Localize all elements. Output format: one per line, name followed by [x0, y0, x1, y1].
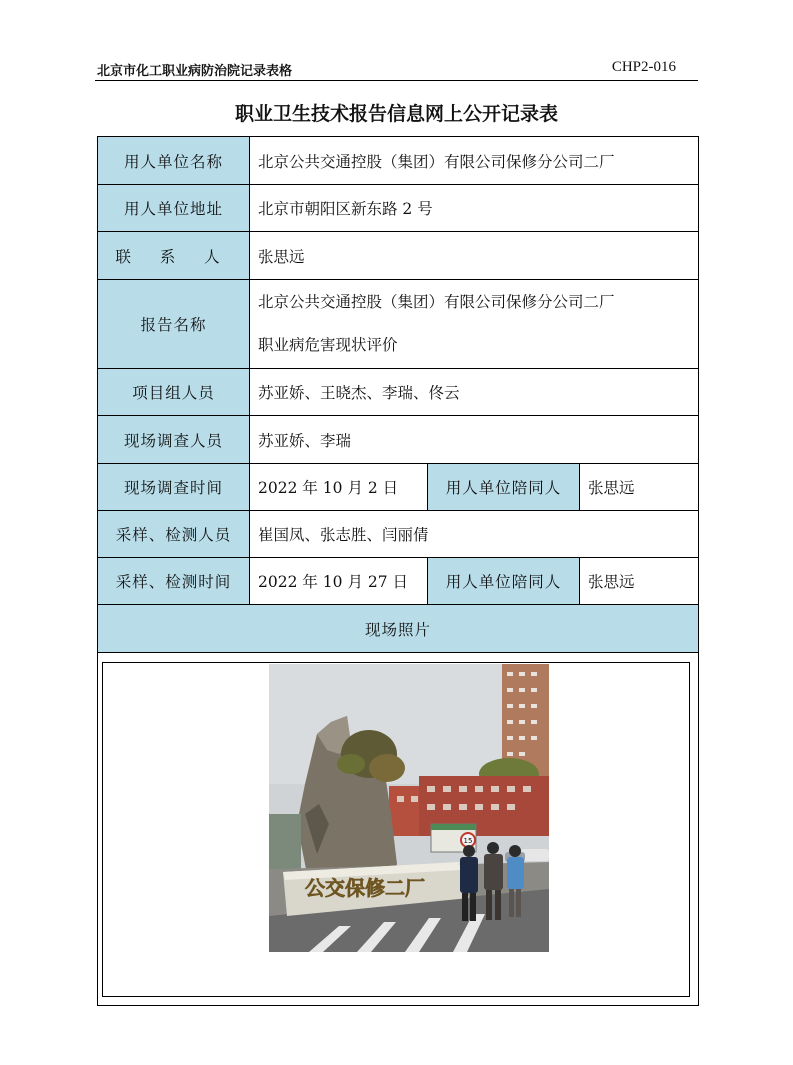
- sampling-time-label: 采样、检测时间: [98, 558, 250, 605]
- row-sampling-staff: [98, 511, 699, 558]
- site-companion-label: 用人单位陪同人: [428, 464, 580, 511]
- sampling-companion-label: 用人单位陪同人: [428, 558, 580, 605]
- row-sampling-time: [98, 558, 699, 605]
- row-employer-name: [98, 137, 699, 185]
- site-photos-cell: [98, 653, 699, 1006]
- report-name-value: [250, 280, 699, 369]
- employer-address-label: 用人单位地址: [98, 185, 250, 232]
- site-photos-label: 现场照片: [98, 605, 699, 653]
- row-site-photos: [98, 653, 699, 1006]
- report-name-line1: 北京公共交通控股（集团）有限公司保修分公司二厂: [258, 293, 615, 311]
- photo-frame: [102, 662, 690, 997]
- site-companion-value: 张思远: [580, 464, 699, 511]
- row-contact: [98, 232, 699, 280]
- employer-name-label: 用人单位名称: [98, 137, 250, 185]
- project-members-value: 苏亚娇、王晓杰、李瑞、佟云: [250, 369, 699, 416]
- sampling-staff-value: 崔国凤、张志胜、闫丽倩: [250, 511, 699, 558]
- site-investigation-time-label: 现场调查时间: [98, 464, 250, 511]
- header-divider: [95, 80, 698, 81]
- site-investigators-label: 现场调查人员: [98, 416, 250, 464]
- employer-address-value: 北京市朝阳区新东路 2 号: [250, 185, 699, 232]
- project-members-label: 项目组人员: [98, 369, 250, 416]
- row-site-investigators: [98, 416, 699, 464]
- employer-name-value: 北京公共交通控股（集团）有限公司保修分公司二厂: [250, 137, 699, 185]
- document-title: 职业卫生技术报告信息网上公开记录表: [234, 103, 558, 125]
- row-project-members: [98, 369, 699, 416]
- row-report-name: [98, 280, 699, 369]
- record-table: [97, 136, 699, 1006]
- site-photo: [269, 664, 549, 952]
- row-site-investigation-time: [98, 464, 699, 511]
- form-code: CHP2-016: [611, 59, 676, 75]
- sampling-staff-label: 采样、检测人员: [98, 511, 250, 558]
- row-site-photos-header: [98, 605, 699, 653]
- site-investigation-time-value: 2022 年 10 月 2 日: [250, 464, 428, 511]
- sign-stone-text: 公交保修二厂: [305, 876, 425, 900]
- report-name-label: 报告名称: [98, 280, 250, 369]
- site-investigators-value: 苏亚娇、李瑞: [250, 416, 699, 464]
- contact-label: 联 系 人: [98, 232, 250, 280]
- report-name-line2: 职业病危害现状评价: [258, 336, 398, 354]
- contact-value: 张思远: [250, 232, 699, 280]
- row-employer-address: [98, 185, 699, 232]
- institution-name: 北京市化工职业病防治院记录表格: [97, 64, 293, 79]
- sampling-time-value: 2022 年 10 月 27 日: [250, 558, 428, 605]
- barrier-sign-number: 15: [463, 837, 473, 845]
- sampling-companion-value: 张思远: [580, 558, 699, 605]
- site-photo-image: [269, 664, 549, 952]
